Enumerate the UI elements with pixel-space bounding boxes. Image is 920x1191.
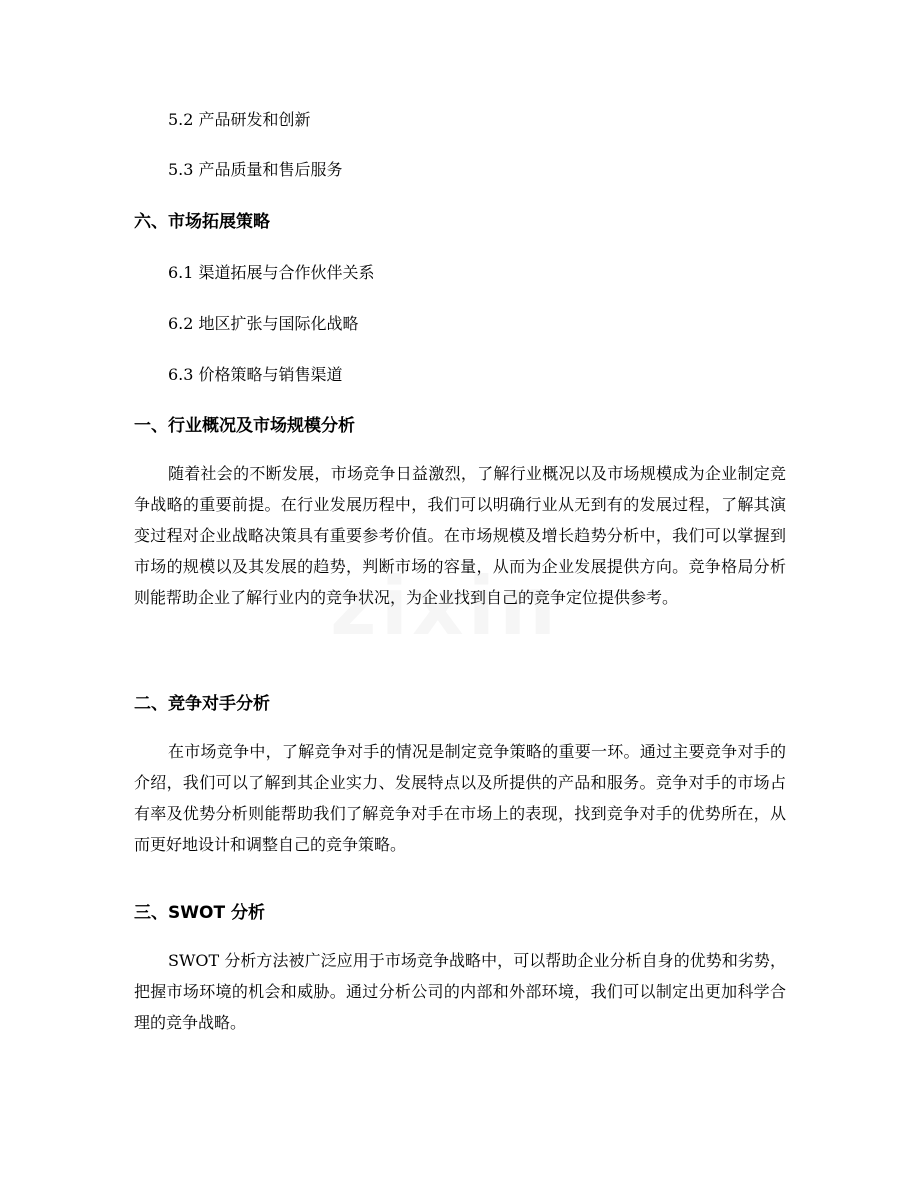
section-heading-2: 二、竞争对手分析 [134,694,270,714]
section-heading-1: 一、行业概况及市场规模分析 [134,416,355,436]
section-heading-3: 三、SWOT 分析 [134,903,265,923]
toc-item-5-2: 5.2 产品研发和创新 [168,110,311,129]
section-body-2: 在市场竞争中，了解竞争对手的情况是制定竞争策略的重要一环。通过主要竞争对手的介绍，我们可以了解到其企业实力、发展特点以及所提供的产品和服务。竞争对手的市场占有率及优势分析则能帮助我们了解竞争对手在市场上的表现，找到竞争对手的优势所在，从而更好地设计和调整自己的竞争策略。 [134,742,786,854]
toc-item-6-1: 6.1 渠道拓展与合作伙伴关系 [168,263,375,282]
toc-item-6-2: 6.2 地区扩张与国际化战略 [168,314,359,333]
toc-item-6-3: 6.3 价格策略与销售渠道 [168,365,343,384]
toc-item-5-3: 5.3 产品质量和售后服务 [168,160,343,179]
section-body-3: SWOT 分析方法被广泛应用于市场竞争战略中，可以帮助企业分析自身的优势和劣势，把握市场环境的机会和威胁。通过分析公司的内部和外部环境，我们可以制定出更加科学合理的竞争战略。 [134,951,786,1032]
toc-heading-6: 六、市场拓展策略 [134,212,270,232]
section-body-1: 随着社会的不断发展，市场竞争日益激烈，了解行业概况以及市场规模成为企业制定竞争战略的重要前提。在行业发展历程中，我们可以明确行业从无到有的发展过程，了解其演变过程对企业战略决策具有重要参考价值。在市场规模及增长趋势分析中，我们可以掌握到市场的规模以及其发展的趋势，判断市场的容量，从而为企业发展提供方向。竞争格局分析则能帮助企业了解行业内的竞争状况，为企业找到自己的竞争定位提供参考。 [134,464,786,607]
